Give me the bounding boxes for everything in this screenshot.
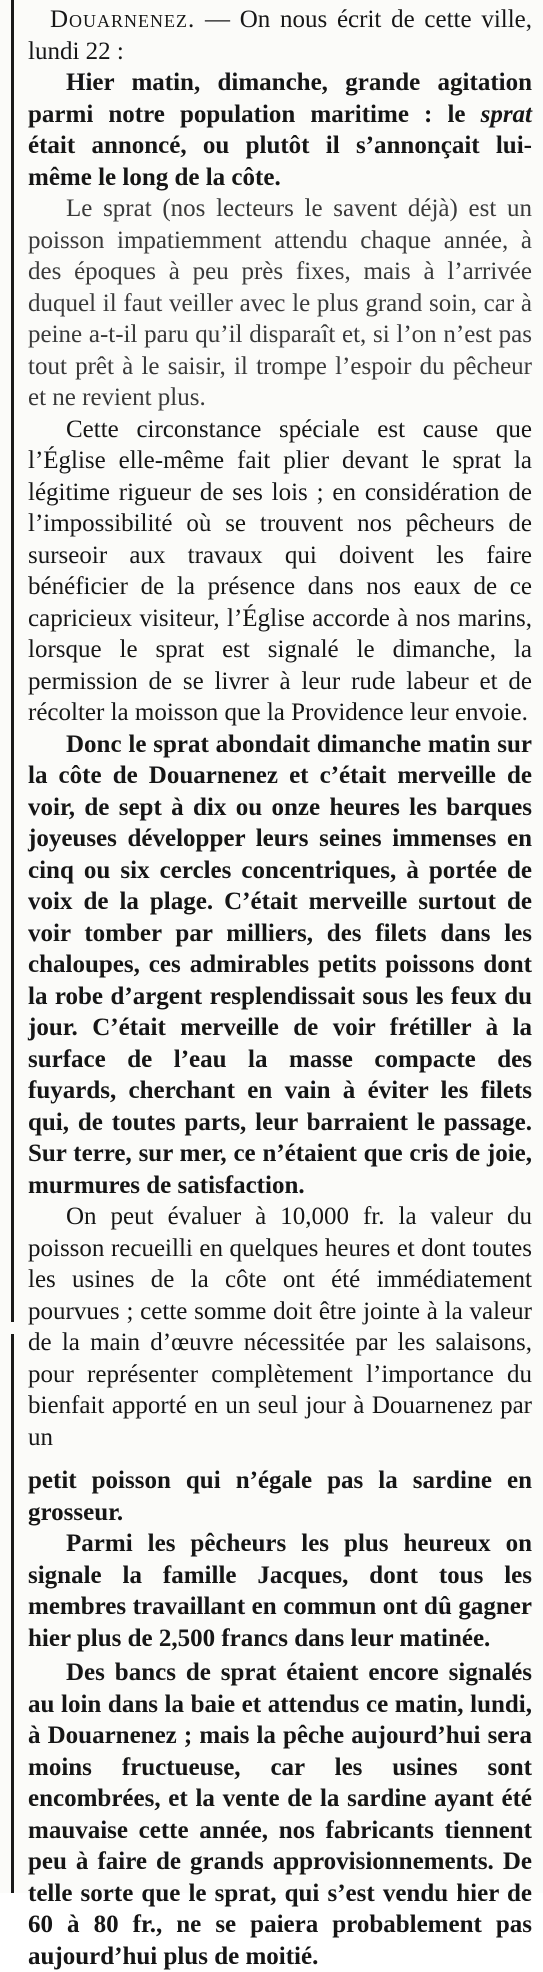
- dateline: [28, 4, 532, 67]
- paragraph-1: [28, 67, 532, 193]
- paragraph-2: Le sprat (nos lecteurs le savent déjà) est un poisson impatiemment attendu chaque année, à des époques à peu près fixes, mais à l’arrivée duquel il faut veiller avec le plus grand soin, car à peine a-t-il paru qu’il disparaît et, si l’on n’est pas tout prêt à le saisir, il trompe l’espoir du pêcheur et ne revient plus.: [28, 195, 532, 411]
- paragraph-1-emphasis: sprat: [480, 100, 532, 128]
- article-column: [28, 4, 532, 1972]
- dateline-rest: — On nous écrit de cette ville, lundi 22 :: [28, 6, 532, 65]
- paragraph-3: Cette circonstance spéciale est cause que l’Église elle-même fait plier devant le sprat la légitime rigueur de ses lois ; en considération de l’impossibilité où se trouvent nos pêcheurs de surseoir aux travaux qui doivent les faire bénéficier de la présence dans nos eaux de ce capricieux visiteur, l’Église accorde à nos marins, lorsque le sprat est signalé le dimanche, la permission de se livrer à leur rude labeur et de récolter la moisson que la Providence leur envoie.: [28, 415, 532, 726]
- paragraph-1-start: Hier matin, dimanche, grande agitation parmi notre population maritime : le: [28, 69, 532, 128]
- paragraph-1-end: était annoncé, ou plutôt il s’annonçait lui-même le long de la côte.: [28, 132, 532, 191]
- paragraph-6: Parmi les pêcheurs les plus heureux on signale la famille Jacques, dont tous les membres travaillant en commun ont dû gagner hier plus de 2,500 francs dans leur matinée.: [28, 1530, 532, 1652]
- column-rule-bottom: [11, 1334, 14, 1893]
- paragraph-5-continued: petit poisson qui n’égale pas la sardine en grosseur.: [28, 1467, 532, 1526]
- column-rule-top: [11, 0, 14, 1322]
- paragraph-5: On peut évaluer à 10,000 fr. la valeur du poisson recueilli en quelques heures et dont toutes les usines de la côte ont été immédiatement pourvues ; cette somme doit être jointe à la valeur de la main d’œuvre nécessitée par les salaisons, pour représenter complètement l’importance du bienfait apporté en un seul jour à Douarnenez par un: [28, 1203, 532, 1451]
- paragraph-7: Des bancs de sprat étaient encore signalés au loin dans la baie et attendus ce matin, lundi, à Douarnenez ; mais la pêche aujourd’hui sera moins fructueuse, car les usines sont encombrées, et la vente de la sardine ayant été mauvaise cette année, nos fabricants tiennent peu à faire de grands approvisionnements. De telle sorte que le sprat, qui s’est vendu hier de 60 à 80 fr., ne se paiera probablement pas aujourd’hui plus de moitié.: [28, 1659, 532, 1970]
- dateline-place: Douarnenez.: [50, 6, 196, 33]
- paragraph-4: Donc le sprat abondait dimanche matin sur la côte de Douarnenez et c’était merveille de voir, de sept à dix ou onze heures les barques joyeuses développer leurs seines immenses en cinq ou six cercles concentriques, à portée de voix de la plage. C’était merveille surtout de voir tomber par milliers, des filets dans les chaloupes, ces admirables petits poissons dont la robe d’argent resplendissait sous les feux du jour. C’était merveille de voir frétiller à la surface de l’eau la masse compacte des fuyards, cherchant en vain à éviter les filets qui, de toutes parts, leur barraient le passage. Sur terre, sur mer, ce n’étaient que cris de joie, murmures de satisfaction.: [28, 730, 532, 1199]
